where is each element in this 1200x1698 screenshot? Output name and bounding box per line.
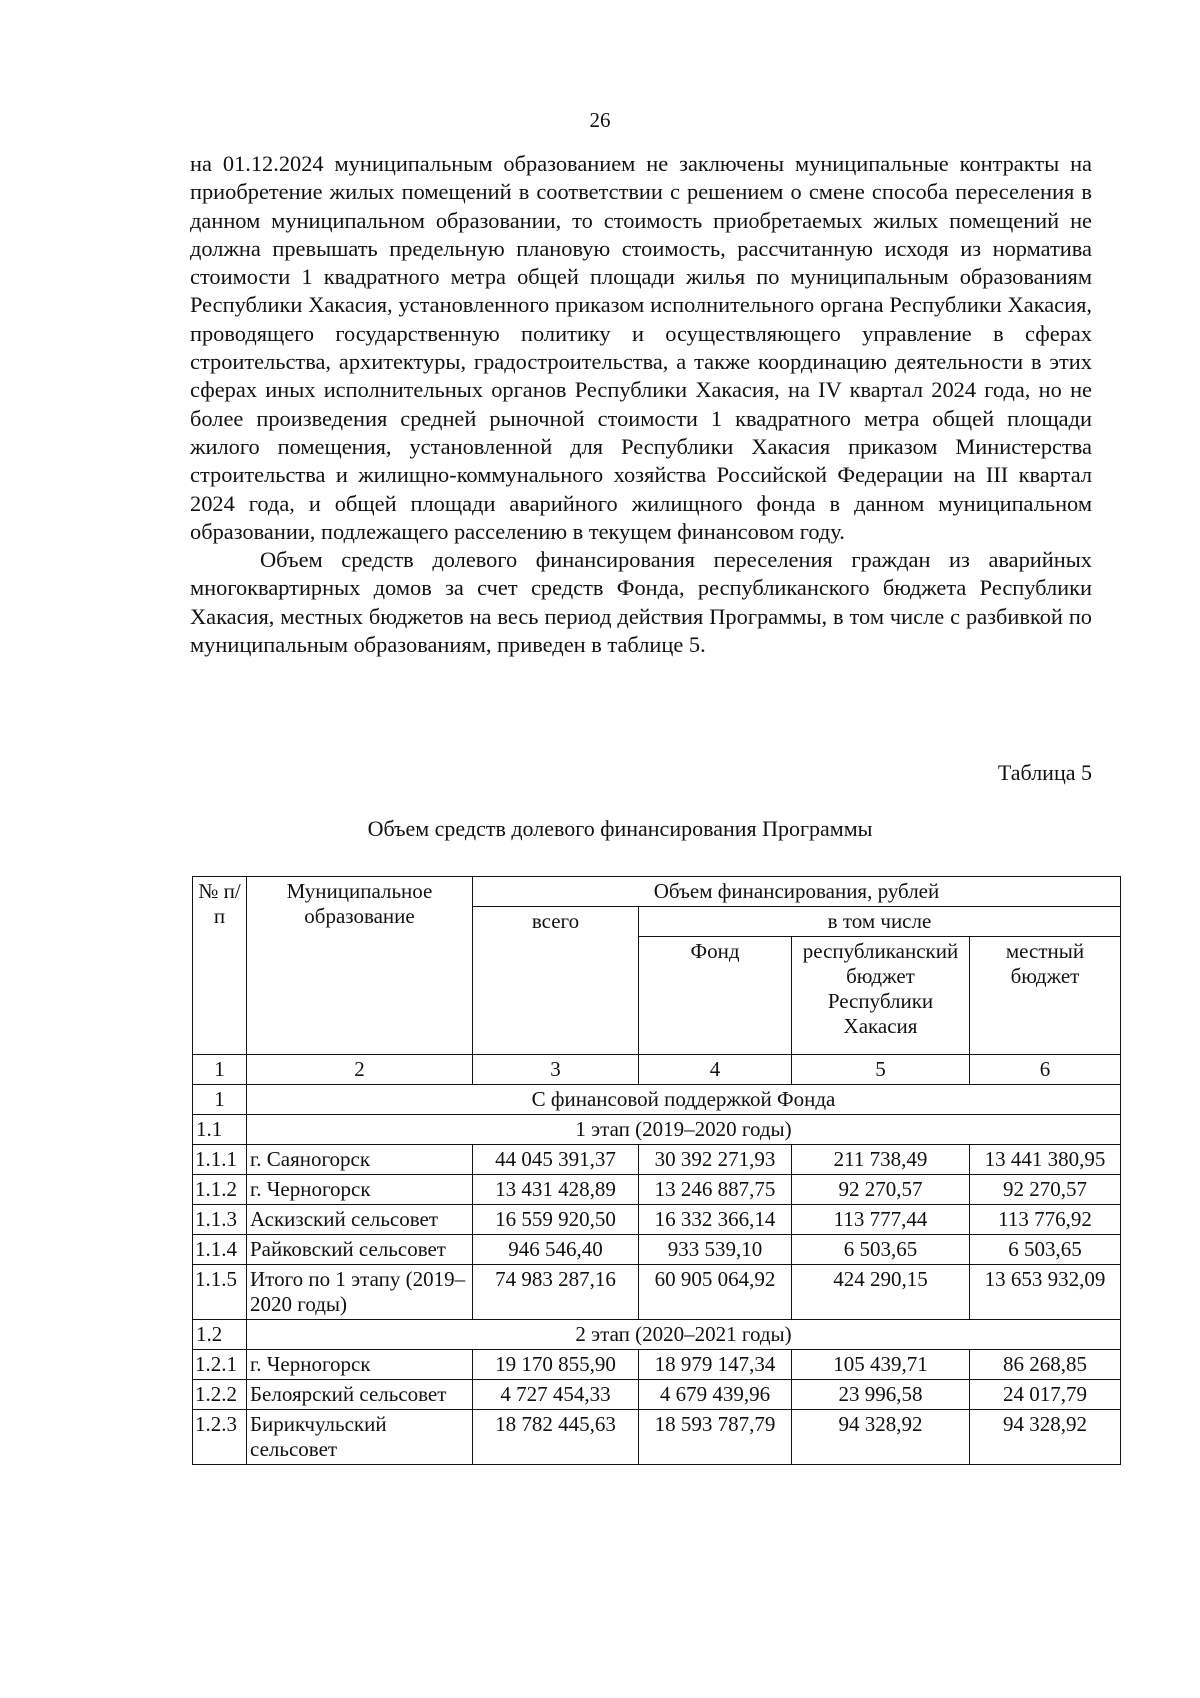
header-including: в том числе bbox=[639, 907, 1121, 937]
body-text bbox=[190, 150, 1092, 659]
table-row bbox=[193, 1380, 1121, 1410]
header-volume: Объем финансирования, рублей bbox=[473, 877, 1121, 907]
republic-value: 94 328,92 bbox=[792, 1410, 970, 1465]
table-row bbox=[193, 1350, 1121, 1380]
column-number: 6 bbox=[970, 1055, 1121, 1085]
paragraph: на 01.12.2024 муниципальным образованием не заключены муниципальные контракты на приобретение жилых помещений в соответствии с решением о смене способа переселения в данном муниципальном образовании, то стоимость приобретаемых жилых помещений не должна превышать предельную плановую стоимость, рассчитанную исходя из норматива стоимости 1 квадратного метра общей площади жилья по муниципальным образованиям Республики Хакасия, установленного приказом исполнительного органа Республики Хакасия, проводящего государственную политику и осуществляющего управление в сферах строительства, архитектуры, градостроительства, а также координацию деятельности в этих сферах иных исполнительных органов Республики Хакасия, на IV квартал 2024 года, но не более произведения средней рыночной стоимости 1 квадратного метра общей площади жилого помещения, установленной для Республики Хакасия приказом Министерства строительства и жилищно-коммунального хозяйства Российской Федерации на III квартал 2024 года, и общей площади аварийного жилищного фонда в данном муниципальном образовании, подлежащего расселению в текущем финансовом году. bbox=[190, 151, 1092, 544]
total-value: 13 431 428,89 bbox=[473, 1175, 639, 1205]
header-total: всего bbox=[473, 907, 639, 1055]
republic-value: 424 290,15 bbox=[792, 1265, 970, 1320]
table-row bbox=[193, 1175, 1121, 1205]
local-value: 113 776,92 bbox=[970, 1205, 1121, 1235]
column-number: 2 bbox=[247, 1055, 473, 1085]
local-value: 13 441 380,95 bbox=[970, 1145, 1121, 1175]
row-num: 1.2.1 bbox=[193, 1350, 247, 1380]
row-num: 1.2.2 bbox=[193, 1380, 247, 1410]
row-num: 1.1 bbox=[193, 1115, 247, 1145]
table-row bbox=[193, 1205, 1121, 1235]
column-numbers-row bbox=[193, 1055, 1121, 1085]
fund-value: 4 679 439,96 bbox=[639, 1380, 792, 1410]
local-value: 92 270,57 bbox=[970, 1175, 1121, 1205]
municipality-name: Белоярский сельсовет bbox=[247, 1380, 473, 1410]
header-municipality: Муниципальное образование bbox=[247, 877, 473, 1055]
section-title: С финансовой поддержкой Фонда bbox=[247, 1085, 1121, 1115]
municipality-name: Райковский сельсовет bbox=[247, 1235, 473, 1265]
header-num: № п/п bbox=[193, 877, 247, 1055]
row-num: 1.1.5 bbox=[193, 1265, 247, 1320]
municipality-name: г. Черногорск bbox=[247, 1350, 473, 1380]
fund-value: 60 905 064,92 bbox=[639, 1265, 792, 1320]
republic-value: 105 439,71 bbox=[792, 1350, 970, 1380]
stage-title: 2 этап (2020–2021 годы) bbox=[247, 1320, 1121, 1350]
municipality-name: г. Саяногорск bbox=[247, 1145, 473, 1175]
section-row bbox=[193, 1085, 1121, 1115]
total-value: 16 559 920,50 bbox=[473, 1205, 639, 1235]
total-value: 74 983 287,16 bbox=[473, 1265, 639, 1320]
total-value: 946 546,40 bbox=[473, 1235, 639, 1265]
total-value: 19 170 855,90 bbox=[473, 1350, 639, 1380]
paragraph: Объем средств долевого финансирования переселения граждан из аварийных многоквартирных домов за счет средств Фонда, республиканского бюджета Республики Хакасия, местных бюджетов на весь период действия Программы, в том числе с разбивкой по муниципальным образованиям, приведен в таблице 5. bbox=[190, 547, 1092, 658]
column-number: 3 bbox=[473, 1055, 639, 1085]
column-number: 4 bbox=[639, 1055, 792, 1085]
table-row bbox=[193, 1265, 1121, 1320]
republic-value: 113 777,44 bbox=[792, 1205, 970, 1235]
municipality-name: Аскизский сельсовет bbox=[247, 1205, 473, 1235]
local-value: 13 653 932,09 bbox=[970, 1265, 1121, 1320]
row-num: 1.1.1 bbox=[193, 1145, 247, 1175]
row-num: 1.2.3 bbox=[193, 1410, 247, 1465]
municipality-name: Итого по 1 этапу (2019–2020 годы) bbox=[247, 1265, 473, 1320]
row-num: 1.1.2 bbox=[193, 1175, 247, 1205]
table-row bbox=[193, 1145, 1121, 1175]
stage-row bbox=[193, 1320, 1121, 1350]
republic-value: 6 503,65 bbox=[792, 1235, 970, 1265]
financing-table bbox=[192, 876, 1121, 1465]
table-row bbox=[193, 1235, 1121, 1265]
total-value: 4 727 454,33 bbox=[473, 1380, 639, 1410]
fund-value: 18 593 787,79 bbox=[639, 1410, 792, 1465]
republic-value: 92 270,57 bbox=[792, 1175, 970, 1205]
row-num: 1.1.3 bbox=[193, 1205, 247, 1235]
table-label: Таблица 5 bbox=[997, 760, 1092, 785]
page-number: 26 bbox=[589, 108, 611, 132]
row-num: 1 bbox=[193, 1085, 247, 1115]
header-local: местный бюджет bbox=[970, 937, 1121, 1055]
municipality-name: г. Черногорск bbox=[247, 1175, 473, 1205]
local-value: 24 017,79 bbox=[970, 1380, 1121, 1410]
total-value: 44 045 391,37 bbox=[473, 1145, 639, 1175]
column-number: 1 bbox=[193, 1055, 247, 1085]
header-fund: Фонд bbox=[639, 937, 792, 1055]
header-republic: республиканский бюджет Республики Хакасия bbox=[792, 937, 970, 1055]
row-num: 1.1.4 bbox=[193, 1235, 247, 1265]
row-num: 1.2 bbox=[193, 1320, 247, 1350]
table-row bbox=[193, 1410, 1121, 1465]
total-value: 18 782 445,63 bbox=[473, 1410, 639, 1465]
fund-value: 13 246 887,75 bbox=[639, 1175, 792, 1205]
local-value: 6 503,65 bbox=[970, 1235, 1121, 1265]
fund-value: 16 332 366,14 bbox=[639, 1205, 792, 1235]
fund-value: 933 539,10 bbox=[639, 1235, 792, 1265]
table-title: Объем средств долевого финансирования Программы bbox=[367, 816, 873, 841]
stage-row bbox=[193, 1115, 1121, 1145]
header-row bbox=[193, 877, 1121, 907]
fund-value: 30 392 271,93 bbox=[639, 1145, 792, 1175]
local-value: 86 268,85 bbox=[970, 1350, 1121, 1380]
republic-value: 211 738,49 bbox=[792, 1145, 970, 1175]
stage-title: 1 этап (2019–2020 годы) bbox=[247, 1115, 1121, 1145]
fund-value: 18 979 147,34 bbox=[639, 1350, 792, 1380]
column-number: 5 bbox=[792, 1055, 970, 1085]
local-value: 94 328,92 bbox=[970, 1410, 1121, 1465]
municipality-name: Бирикчульский сельсовет bbox=[247, 1410, 473, 1465]
republic-value: 23 996,58 bbox=[792, 1380, 970, 1410]
